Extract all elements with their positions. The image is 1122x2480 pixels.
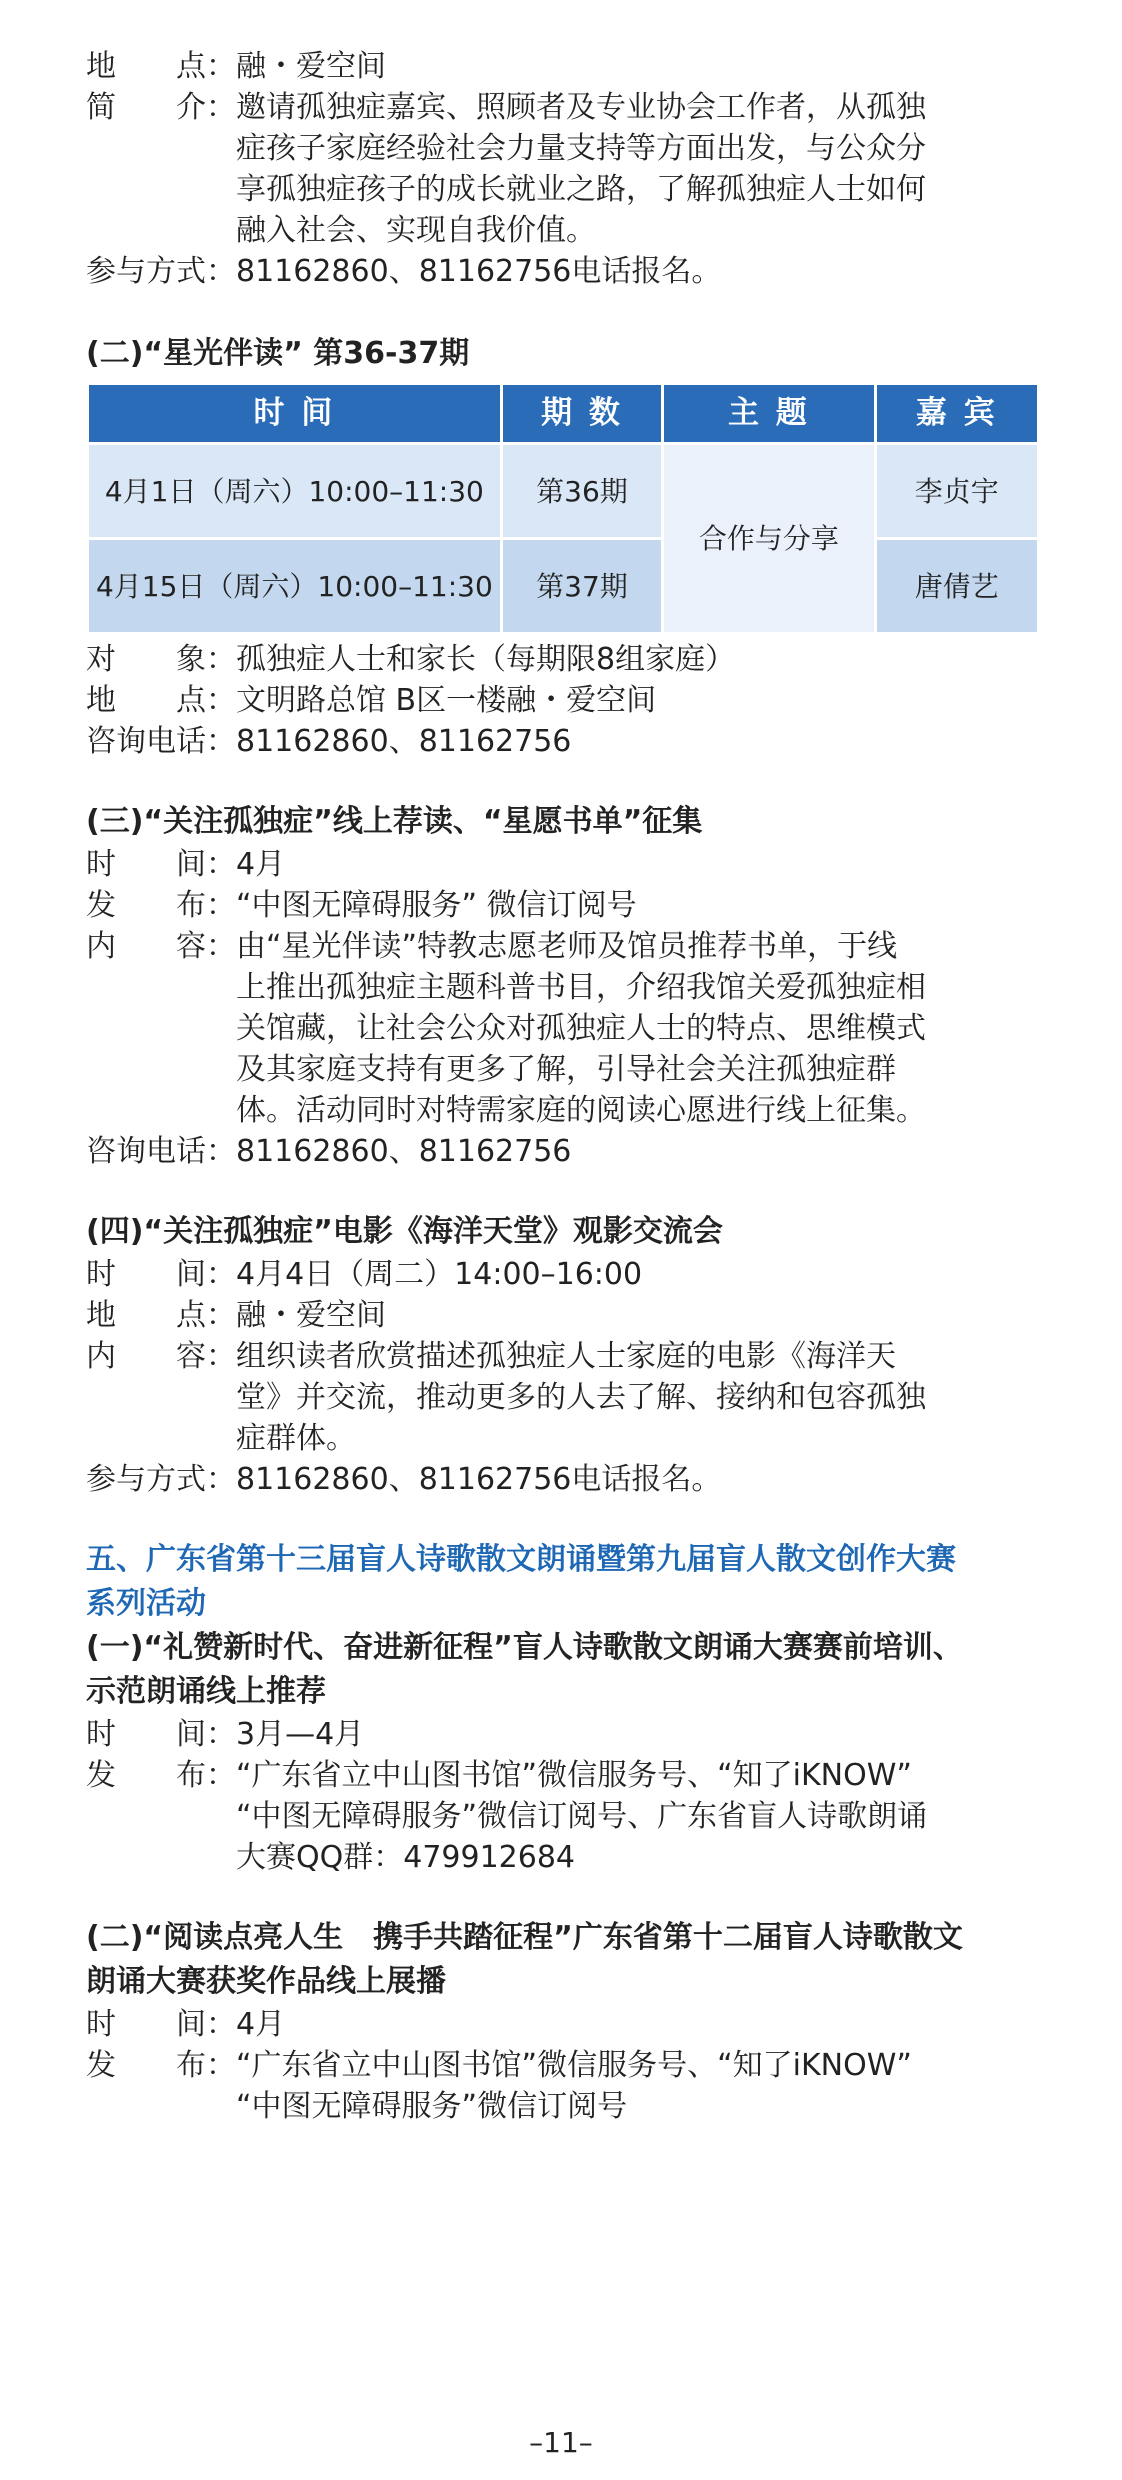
content-line: 及其家庭支持有更多了解，引导社会关注孤独症群 [236, 1052, 896, 1087]
content-line: 堂》并交流，推动更多的人去了解、接纳和包容孤独 [236, 1380, 926, 1415]
heading-line: 朗诵大赛获奖作品线上展播 [86, 1964, 446, 1999]
page-number: –11– [529, 2426, 593, 2459]
phone-label: 咨询电话： [86, 1134, 236, 1169]
table-cell-theme: 合作与分享 [663, 444, 875, 634]
intro-line: 融入社会、实现自我价值。 [236, 213, 596, 248]
location-value: 融・爱空间 [236, 1298, 386, 1333]
section-heading-book-list: (三)“关注孤独症”线上荐读、“星愿书单”征集 [86, 804, 703, 839]
publish-label: 发 布： [86, 1758, 236, 1793]
publish-line: “广东省立中山图书馆”微信服务号、“知了iKNOW” [236, 1758, 912, 1793]
join-label: 参与方式： [86, 254, 236, 289]
join-value: 81162860、81162756电话报名。 [236, 1462, 722, 1497]
publish-label: 发 布： [86, 2048, 236, 2083]
content-line: 上推出孤独症主题科普书目，介绍我馆关爱孤独症相 [236, 970, 926, 1005]
location-label: 地 点： [86, 49, 236, 84]
heading-line: (一)“礼赞新时代、奋进新征程”盲人诗歌散文朗诵大赛赛前培训、 [86, 1630, 963, 1665]
table-cell-issue: 第37期 [501, 539, 663, 634]
publish-line: 大赛QQ群：479912684 [236, 1840, 576, 1875]
join-row [86, 1459, 1040, 1500]
table-header-row [88, 384, 1039, 444]
time-label: 时 间： [86, 1257, 236, 1292]
publish-row [86, 2045, 1040, 2127]
phone-label: 咨询电话： [86, 724, 236, 759]
location-label: 地 点： [86, 683, 236, 718]
table-cell-guest: 唐倩艺 [875, 539, 1039, 634]
heading-line: 系列活动 [86, 1586, 206, 1621]
schedule-table [86, 382, 1040, 635]
heading-line: (二)“阅读点亮人生 携手共踏征程”广东省第十二届盲人诗歌散文 [86, 1920, 963, 1955]
publish-line: “中图无障碍服务”微信订阅号、广东省盲人诗歌朗诵 [236, 1799, 928, 1834]
subsection-heading-training [86, 1626, 1040, 1714]
content-line: 体。活动同时对特需家庭的阅读心愿进行线上征集。 [236, 1093, 926, 1128]
section-heading-poetry-contest [86, 1538, 1040, 1626]
content-row [86, 926, 1040, 1131]
table-header-guest: 嘉 宾 [875, 384, 1039, 444]
phone-row [86, 1131, 1040, 1172]
table-cell-guest: 李贞宇 [875, 444, 1039, 539]
section-heading-star-reading: (二)“星光伴读” 第36-37期 [86, 336, 470, 371]
content-line: 症群体。 [236, 1421, 356, 1456]
publish-line: “广东省立中山图书馆”微信服务号、“知了iKNOW” [236, 2048, 912, 2083]
section-heading-movie: (四)“关注孤独症”电影《海洋天堂》观影交流会 [86, 1214, 723, 1249]
publish-label: 发 布： [86, 888, 236, 923]
table-row [88, 539, 1039, 634]
content-label: 内 容： [86, 929, 236, 964]
table-header-issue: 期 数 [501, 384, 663, 444]
time-row [86, 1714, 1040, 1755]
time-value: 4月4日（周二）14:00–16:00 [236, 1257, 643, 1292]
target-label: 对 象： [86, 642, 236, 677]
table-header-theme: 主 题 [663, 384, 875, 444]
content-line: 由“星光伴读”特教志愿老师及馆员推荐书单，于线 [236, 929, 898, 964]
content-value [236, 1336, 1040, 1459]
intro-line: 享孤独症孩子的成长就业之路，了解孤独症人士如何 [236, 172, 926, 207]
join-value: 81162860、81162756电话报名。 [236, 254, 722, 289]
intro-row [86, 87, 1040, 251]
time-label: 时 间： [86, 2007, 236, 2042]
publish-value [236, 2045, 1040, 2127]
heading-line: 五、广东省第十三届盲人诗歌散文朗诵暨第九届盲人散文创作大赛 [86, 1542, 956, 1577]
time-value: 4月 [236, 2007, 286, 2042]
publish-value [236, 1755, 1040, 1878]
intro-line: 症孩子家庭经验社会力量支持等方面出发，与公众分 [236, 131, 926, 166]
join-row [86, 251, 1040, 292]
heading-line: 示范朗诵线上推荐 [86, 1674, 326, 1709]
time-label: 时 间： [86, 1717, 236, 1752]
table-cell-time: 4月15日（周六）10:00–11:30 [88, 539, 502, 634]
location-label: 地 点： [86, 1298, 236, 1333]
location-value: 融・爱空间 [236, 49, 386, 84]
content-value [236, 926, 1040, 1131]
phone-row [86, 721, 1040, 762]
subsection-heading-showcase [86, 1916, 1040, 2004]
publish-row [86, 885, 1040, 926]
content-line: 关馆藏，让社会公众对孤独症人士的特点、思维模式 [236, 1011, 926, 1046]
join-label: 参与方式： [86, 1462, 236, 1497]
content-line: 组织读者欣赏描述孤独症人士家庭的电影《海洋天 [236, 1339, 896, 1374]
location-row [86, 46, 1040, 87]
publish-row [86, 1755, 1040, 1878]
publish-line: “中图无障碍服务”微信订阅号 [236, 2089, 628, 2124]
location-value: 文明路总馆 B区一楼融・爱空间 [236, 683, 657, 718]
target-value: 孤独症人士和家长（每期限8组家庭） [236, 642, 736, 677]
table-cell-time: 4月1日（周六）10:00–11:30 [88, 444, 502, 539]
phone-value: 81162860、81162756 [236, 1134, 572, 1169]
table-cell-issue: 第36期 [501, 444, 663, 539]
time-value: 3月—4月 [236, 1717, 365, 1752]
time-label: 时 间： [86, 847, 236, 882]
content-row [86, 1336, 1040, 1459]
location-row [86, 680, 1040, 721]
intro-value [236, 87, 1040, 251]
target-row [86, 639, 1040, 680]
page-body [86, 46, 1040, 2127]
table-row [88, 444, 1039, 539]
location-row [86, 1295, 1040, 1336]
intro-label: 简 介： [86, 90, 236, 125]
content-label: 内 容： [86, 1339, 236, 1374]
phone-value: 81162860、81162756 [236, 724, 572, 759]
publish-value: “中图无障碍服务” 微信订阅号 [236, 888, 637, 923]
time-row [86, 1254, 1040, 1295]
time-row [86, 844, 1040, 885]
time-row [86, 2004, 1040, 2045]
table-header-time: 时 间 [88, 384, 502, 444]
intro-line: 邀请孤独症嘉宾、照顾者及专业协会工作者，从孤独 [236, 90, 926, 125]
time-value: 4月 [236, 847, 286, 882]
